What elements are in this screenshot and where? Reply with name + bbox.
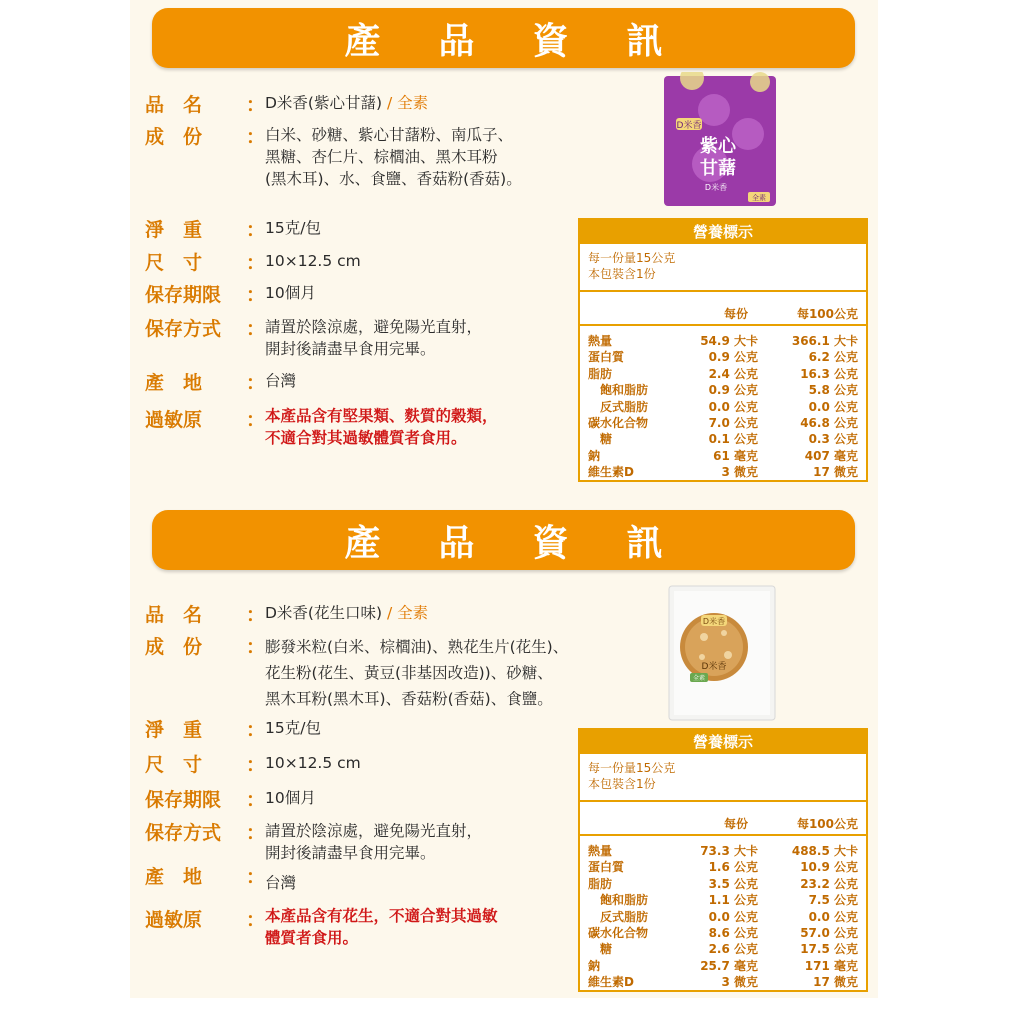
allergen-value: 本產品含有堅果類、麩質的穀類， 不適合對其過敏體質者食用。: [265, 407, 498, 447]
nutrition-row: [580, 875, 866, 891]
per-serving-value: 0.9 公克: [708, 350, 758, 365]
nutrition-row: [580, 365, 866, 381]
per-100g-value: 0.0 公克: [808, 399, 858, 414]
ingredients-value: 白米、砂糖、紫心甘藷粉、南瓜子、 黑糖、杏仁片、棕櫚油、黑木耳粉 (黑木耳)、水、食鹽、香菇粉(香菇)。: [265, 126, 522, 188]
nutrition-row: [580, 463, 866, 479]
nutrition-row: [580, 858, 866, 874]
per-serving-value: 1.1 公克: [708, 893, 758, 908]
nutrition-row: [580, 891, 866, 907]
per-serving-value: 1.6 公克: [708, 860, 758, 875]
per-serving-value: 0.1 公克: [708, 432, 758, 447]
diet-tag: / 全素: [386, 604, 429, 622]
serving-info: 每一份量15公克 本包裝含1份: [580, 244, 866, 292]
nutrition-row: [580, 430, 866, 446]
nutrition-column-headers: 每份 每100公克: [580, 812, 866, 836]
nutrition-rows: [580, 836, 866, 990]
nutrition-row: [580, 973, 866, 989]
per-100g-value: 171 毫克: [804, 958, 858, 973]
allergen-value: 本產品含有花生，不適合對其過敏 體質者食用。: [265, 907, 498, 947]
banner-char: 訊: [626, 19, 663, 62]
size-value: 10×12.5 cm: [265, 252, 361, 270]
diet-tag: / 全素: [386, 94, 429, 112]
size-label: 尺 寸 ：: [145, 754, 265, 776]
nutrition-row: [580, 924, 866, 940]
nutrition-row: [580, 447, 866, 463]
storage-value: 請置於陰涼處，避免陽光直射， 開封後請盡早食用完畢。: [265, 318, 483, 358]
origin-label: 產 地 ：: [145, 372, 265, 394]
nutrient-name: 鈉: [588, 958, 601, 973]
nutrient-name: 碳水化合物: [588, 415, 649, 430]
per-100g-value: 10.9 公克: [800, 860, 858, 875]
banner-char: 產: [344, 521, 381, 564]
per-serving-value: 3 微克: [721, 975, 758, 990]
package-sub: D米香: [701, 662, 727, 672]
per-serving-value: 0.9 公克: [708, 383, 758, 398]
nutrition-column-headers: 每份 每100公克: [580, 302, 866, 326]
origin-value: 台灣: [265, 372, 297, 390]
package-brand: D米香: [702, 617, 726, 626]
per-100g-value: 407 毫克: [804, 448, 858, 463]
nutrient-name: 熱量: [588, 334, 613, 348]
nutrition-facts-table: [578, 728, 868, 992]
svg-text:紫心: 紫心: [700, 136, 736, 157]
per-100g-value: 46.8 公克: [800, 415, 858, 430]
nutrition-row: [580, 381, 866, 397]
nutrient-name: 鈉: [588, 448, 601, 463]
nutrition-row: [580, 414, 866, 430]
nutrition-row: [580, 940, 866, 956]
per-100g-value: 23.2 公克: [800, 876, 858, 891]
per-100g-value: 5.8 公克: [808, 383, 858, 398]
nutrition-row: [580, 332, 866, 348]
per-serving-value: 0.0 公克: [708, 399, 758, 414]
origin-value: 台灣: [265, 874, 297, 892]
nutrition-row: [580, 842, 866, 858]
shelf-life-value: 10個月: [265, 789, 316, 807]
per-serving-value: 61 毫克: [713, 448, 758, 463]
nutrition-facts-table: [578, 218, 868, 482]
per-100g-value: 7.5 公克: [808, 893, 858, 908]
nutrient-name: 熱量: [588, 844, 613, 858]
nutrient-name: 脂肪: [588, 366, 613, 381]
origin-label: 產 地 ：: [145, 866, 265, 888]
allergen-label: 過敏原 ：: [145, 409, 265, 431]
size-value: 10×12.5 cm: [265, 754, 361, 772]
per-serving-value: 8.6 公克: [708, 925, 758, 940]
per-serving-value: 3 微克: [721, 465, 758, 480]
storage-label: 保存方式 ：: [145, 822, 265, 844]
name-value: D米香(紫心甘藷) / 全素: [265, 94, 429, 112]
per-serving-value: 25.7 毫克: [700, 958, 758, 973]
banner-char: 產: [344, 19, 381, 62]
nutrition-row: [580, 908, 866, 924]
per-100g-value: 16.3 公克: [800, 366, 858, 381]
weight-label: 淨 重 ：: [145, 719, 265, 741]
weight-label: 淨 重 ：: [145, 219, 265, 241]
nutrient-name: 飽和脂肪: [600, 893, 649, 908]
per-serving-value: 73.3 大卡: [700, 844, 758, 858]
nutrition-row: [580, 398, 866, 414]
ingredients-label: 成 份 ：: [145, 126, 265, 148]
allergen-label: 過敏原 ：: [145, 909, 265, 931]
per-100g-value: 17 微克: [813, 975, 858, 990]
name-value: D米香(花生口味) / 全素: [265, 604, 429, 622]
per-100g-value: 17 微克: [813, 465, 858, 480]
per-serving-value: 0.0 公克: [708, 909, 758, 924]
nutrient-name: 碳水化合物: [588, 925, 649, 940]
package-brand: D米香: [676, 121, 702, 131]
banner-char: 品: [438, 19, 475, 62]
nutrition-title: 營養標示: [580, 220, 866, 244]
ingredients-label: 成 份 ：: [145, 636, 265, 658]
nutrient-name: 蛋白質: [588, 860, 625, 875]
per-100g-value: 366.1 大卡: [791, 334, 858, 348]
nutrition-row: [580, 348, 866, 364]
serving-info: 每一份量15公克 本包裝含1份: [580, 754, 866, 802]
name-label: 品 名 ：: [145, 604, 265, 626]
size-label: 尺 寸 ：: [145, 252, 265, 274]
nutrition-title: 營養標示: [580, 730, 866, 754]
nutrient-name: 反式脂肪: [600, 399, 649, 414]
per-serving-value: 2.6 公克: [708, 942, 758, 957]
per-serving-value: 2.4 公克: [708, 366, 758, 381]
svg-text:甘藷: 甘藷: [700, 158, 736, 179]
nutrient-name: 蛋白質: [588, 350, 625, 365]
ingredients-value: 膨發米粒(白米、棕櫚油)、熟花生片(花生)、 花生粉(花生、黃豆(非基因改造))、砂糖、 黑木耳粉(黑木耳)、香菇粉(香菇)、食鹽。: [265, 638, 569, 708]
per-100g-value: 6.2 公克: [808, 350, 858, 365]
product-package-image: [664, 72, 776, 208]
product-info-banner: [152, 8, 855, 68]
nutrient-name: 維生素D: [588, 975, 634, 990]
per-serving-value: 7.0 公克: [708, 415, 758, 430]
storage-label: 保存方式 ：: [145, 318, 265, 340]
banner-char: 訊: [626, 521, 663, 564]
product-info-banner: [152, 510, 855, 570]
product-package-image: [668, 585, 776, 721]
per-serving-value: 3.5 公克: [708, 876, 758, 891]
per-100g-value: 0.3 公克: [808, 432, 858, 447]
nutrient-name: 脂肪: [588, 876, 613, 891]
weight-value: 15克/包: [265, 219, 321, 237]
package-sub: D米香: [704, 183, 728, 192]
nutrient-name: 糖: [600, 432, 613, 447]
nutrient-name: 飽和脂肪: [600, 383, 649, 398]
per-100g-value: 0.0 公克: [808, 909, 858, 924]
shelf-life-value: 10個月: [265, 284, 316, 302]
nutrient-name: 反式脂肪: [600, 909, 649, 924]
shelf-life-label: 保存期限 ：: [145, 789, 265, 811]
shelf-life-label: 保存期限 ：: [145, 284, 265, 306]
per-100g-value: 57.0 公克: [800, 925, 858, 940]
storage-value: 請置於陰涼處，避免陽光直射， 開封後請盡早食用完畢。: [265, 822, 483, 862]
per-serving-value: 54.9 大卡: [700, 334, 758, 348]
banner-char: 資: [532, 19, 569, 62]
per-100g-value: 488.5 大卡: [791, 844, 858, 858]
nutrition-rows: [580, 326, 866, 480]
banner-char: 品: [438, 521, 475, 564]
nutrient-name: 糖: [600, 942, 613, 957]
weight-value: 15克/包: [265, 719, 321, 737]
package-badge: 全素: [752, 194, 766, 202]
name-label: 品 名 ：: [145, 94, 265, 116]
nutrition-row: [580, 957, 866, 973]
banner-char: 資: [532, 521, 569, 564]
nutrient-name: 維生素D: [588, 465, 634, 480]
package-badge: 全素: [692, 675, 706, 682]
per-100g-value: 17.5 公克: [800, 942, 858, 957]
